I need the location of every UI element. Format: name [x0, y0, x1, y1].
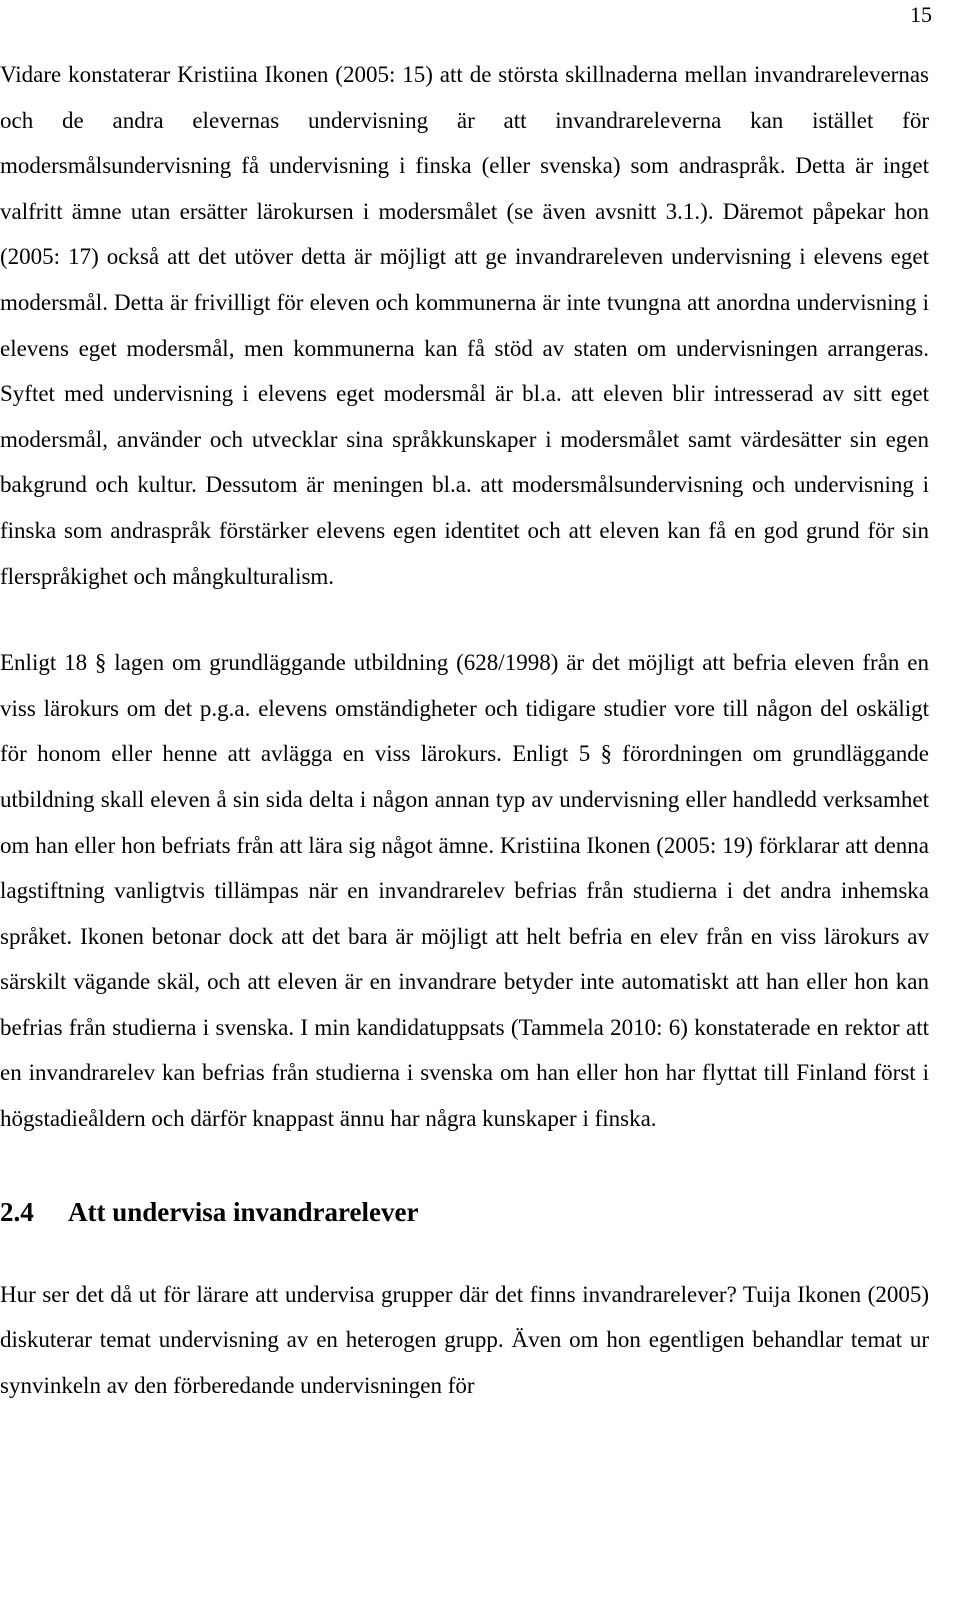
paragraph-befrielse-larokurs: Enligt 18 § lagen om grundläggande utbildning (628/1998) är det möjligt att befria eleven från en viss lärokurs om det p.g.a. elevens omständigheter och tidigare studier vore till någon del oskäligt för honom eller henne att avlägga en viss lärokurs. Enligt 5 § förordningen om grundläggande utbildning skall eleven å sin sida delta i någon annan typ av undervisning eller handledd verksamhet om han eller hon befriats från att lära sig något ämne. Kristiina Ikonen (2005: 19) förklarar att denna lagstiftning vanligtvis tillämpas när en invandrarelev befrias från studierna i det andra inhemska språket. Ikonen betonar dock att det bara är möjligt att helt befria en elev från en viss lärokurs av särskilt vägande skäl, och att eleven är en invandrare betyder inte automatiskt att han eller hon kan befrias från studierna i svenska. I min kandidatuppsats (Tammela 2010: 6) konstaterade en rektor att en invandrarelev kan befrias från studierna i svenska om han eller hon har flyttat till Finland först i högstadieåldern och därför knappast ännu har några kunskaper i finska.: [0, 650, 929, 1132]
section-heading: [0, 1192, 929, 1232]
paragraph-undervisa-invandrarelever: Hur ser det då ut för lärare att undervisa grupper där det finns invandrarelever? Tuija Ikonen (2005) diskuterar temat undervisning av en heterogen grupp. Även om hon egentligen behandlar temat ur synvinkeln av den förberedande undervisningen för: [0, 1281, 929, 1398]
document-body: [0, 52, 929, 1408]
paragraph-modersmalsundervisning: Vidare konstaterar Kristiina Ikonen (2005: 15) att de största skillnaderna mellan invandrarelevernas och de andra elevernas undervisning är att invandrareleverna kan istället för modersmålsundervisning få undervisning i finska (eller svenska) som andraspråk. Detta är inget valfritt ämne utan ersätter lärokursen i modersmålet (se även avsnitt 3.1.). Däremot påpekar hon (2005: 17) också att det utöver detta är möjligt att ge invandrareleven undervisning i elevens eget modersmål. Detta är frivilligt för eleven och kommunerna är inte tvungna att anordna undervisning i elevens eget modersmål, men kommunerna kan få stöd av staten om undervisningen arrangeras. Syftet med undervisning i elevens eget modersmål är bl.a. att eleven blir intresserad av sitt eget modersmål, använder och utvecklar sina språkkunskaper i modersmålet samt värdesätter sin egen bakgrund och kultur. Dessutom är meningen bl.a. att modersmålsundervisning och undervisning i finska som andraspråk förstärker elevens egen identitet och att eleven kan få en god grund för sin flerspråkighet och mångkulturalism.: [0, 62, 929, 589]
page-number: 15: [910, 2, 932, 27]
section-number: 2.4: [0, 1196, 34, 1227]
section-title: Att undervisa invandrarelever: [68, 1196, 419, 1227]
